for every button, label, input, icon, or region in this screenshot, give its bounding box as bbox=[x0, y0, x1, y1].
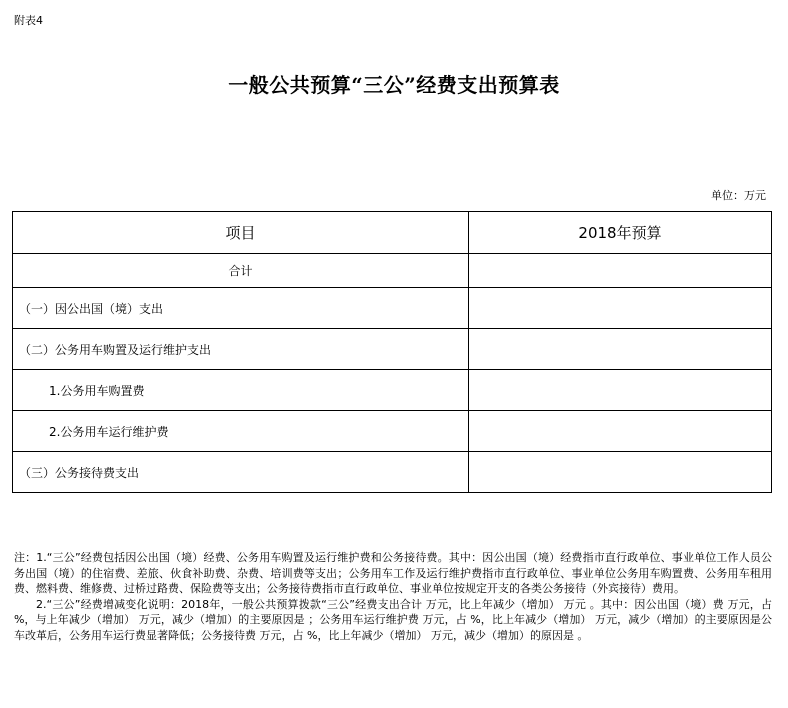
budget-table bbox=[12, 211, 772, 493]
row-item-label: （二）公务用车购置及运行维护支出 bbox=[13, 329, 469, 370]
note-paragraph-2: 2.“三公”经费增减变化说明：2018年，一般公共预算拨款“三公”经费支出合计 万元，比上年减少（增加） 万元 。其中：因公出国（境）费 万元，占 %，与上年减少（增加） 万元，减少（增加）的主要原因是 ；公务用车运行维护费 万元，占 %，比上年减少（增加） 万元，减少（增加）的主要原因是公车改革后，公务用车运行费显著降低；公务接待费 万元，占 %，比上年减少（增加） 万元，减少（增加）的原因是 。 bbox=[14, 597, 772, 642]
table-row bbox=[13, 329, 772, 370]
table-header-row bbox=[13, 212, 772, 254]
table-row bbox=[13, 411, 772, 452]
row-item-label: 2.公务用车运行维护费 bbox=[13, 411, 469, 452]
row-budget-value bbox=[469, 254, 772, 288]
page-title: 一般公共预算“三公”经费支出预算表 bbox=[228, 73, 560, 97]
row-item-label: （一）因公出国（境）支出 bbox=[13, 288, 469, 329]
notes-section bbox=[14, 550, 772, 643]
table-row bbox=[13, 370, 772, 411]
unit-label: 单位：万元 bbox=[711, 189, 766, 202]
note-paragraph-1: 注：1.“三公”经费包括因公出国（境）经费、公务用车购置及运行维护费和公务接待费。其中：因公出国（境）经费指市直行政单位、事业单位工作人员公务出国（境）的住宿费、差旅、伙食补助费、杂费、培训费等支出；公务用车工作及运行维护费指市直行政单位、事业单位公务用车购置费、公务用车租用费、燃料费、维修费、过桥过路费、保险费等支出；公务接待费指市直行政单位、事业单位按规定开支的各类公务接待（外宾接待）费用。 bbox=[14, 551, 772, 595]
row-budget-value bbox=[469, 452, 772, 493]
annex-label: 附表4 bbox=[14, 14, 43, 27]
row-item-label: 1.公务用车购置费 bbox=[13, 370, 469, 411]
table-row-total bbox=[13, 254, 772, 288]
row-item-label: （三）公务接待费支出 bbox=[13, 452, 469, 493]
table-row bbox=[13, 288, 772, 329]
row-budget-value bbox=[469, 411, 772, 452]
column-header-item: 项目 bbox=[13, 212, 469, 254]
row-budget-value bbox=[469, 370, 772, 411]
table-row bbox=[13, 452, 772, 493]
row-budget-value bbox=[469, 288, 772, 329]
row-budget-value bbox=[469, 329, 772, 370]
row-item-label: 合计 bbox=[13, 254, 469, 288]
column-header-budget: 2018年预算 bbox=[469, 212, 772, 254]
